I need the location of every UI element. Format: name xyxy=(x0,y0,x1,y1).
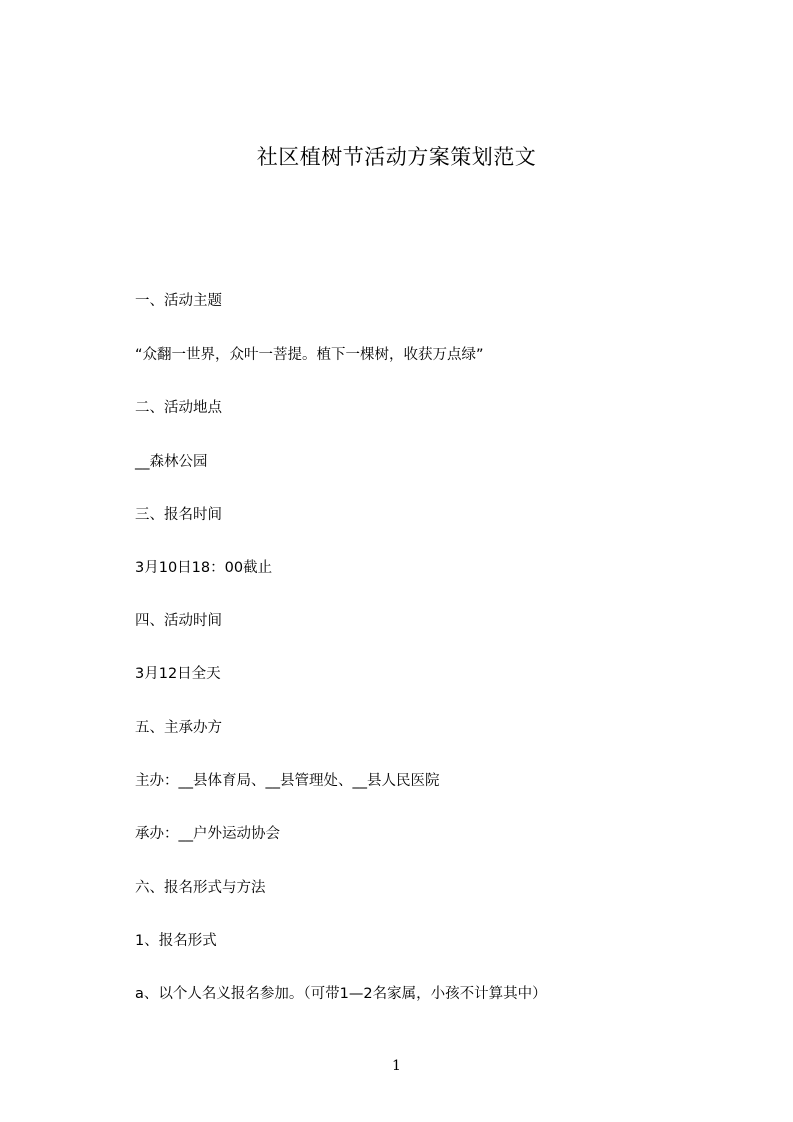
paragraph-event-date: 3月12日全天 xyxy=(135,666,221,682)
paragraph-signup-deadline: 3月10日18：00截止 xyxy=(135,560,273,576)
section-heading-theme: 一、活动主题 xyxy=(135,293,222,309)
section-heading-signup-method: 六、报名形式与方法 xyxy=(135,880,266,896)
subheading-signup-form: 1、报名形式 xyxy=(135,933,217,949)
paragraph-location: __森林公园 xyxy=(135,454,208,470)
section-heading-signup-time: 三、报名时间 xyxy=(135,507,222,523)
page-number: 1 xyxy=(392,1058,401,1074)
paragraph-hosts: 主办：__县体育局、__县管理处、__县人民医院 xyxy=(135,773,440,789)
paragraph-theme-slogan: “众翻一世界，众叶一菩提。植下一棵树，收获万点绿” xyxy=(135,347,484,363)
section-heading-event-time: 四、活动时间 xyxy=(135,613,222,629)
paragraph-co-organizer: 承办：__户外运动协会 xyxy=(135,826,280,842)
document-title: 社区植树节活动方案策划范文 xyxy=(256,145,537,169)
section-heading-location: 二、活动地点 xyxy=(135,400,222,416)
paragraph-signup-rule-a: a、以个人名义报名参加。（可带1—2名家属，小孩不计算其中） xyxy=(135,986,547,1002)
section-heading-organizers: 五、主承办方 xyxy=(135,720,222,736)
